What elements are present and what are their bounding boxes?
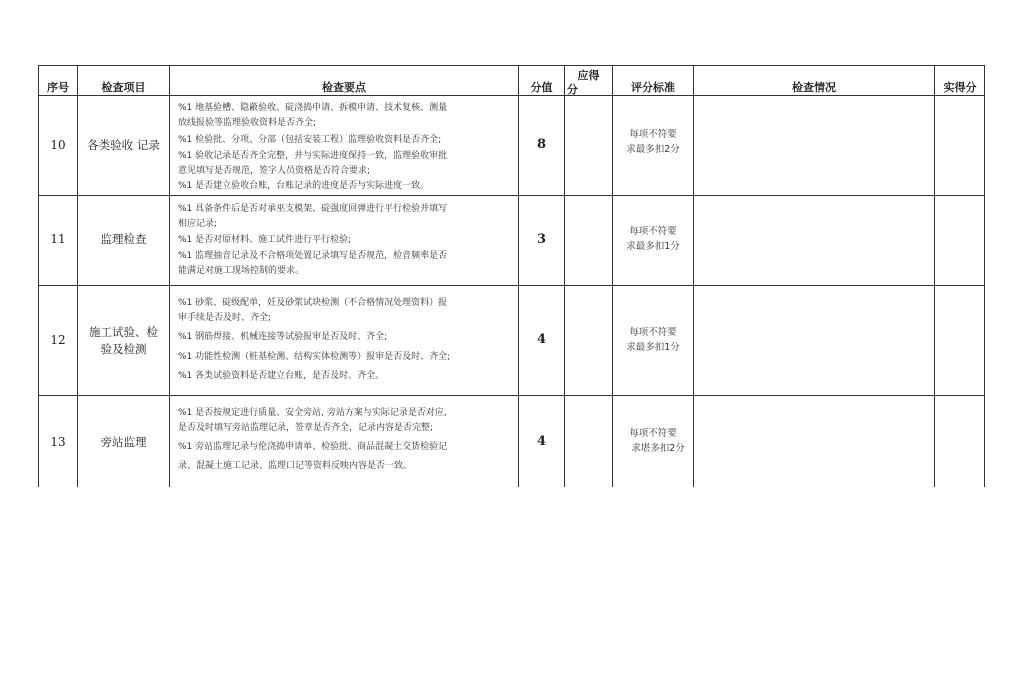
- row-11-score: 3: [536, 232, 547, 247]
- col-border-points: [518, 65, 519, 487]
- row-12-point-1: %1 砂浆、碇级配单，妊及砂浆试块检测（不合格情况处理资料）报: [178, 298, 448, 308]
- col-border-standard: [693, 65, 694, 487]
- row-10-point-1: %1 地基验槽、隐蔽验收、碇浇捣申请、拆模申请、技术复核、测量: [178, 103, 448, 113]
- row-13-item: 旁站监理: [100, 435, 147, 449]
- header-bottom-border: [38, 95, 985, 96]
- col-border-score: [564, 65, 565, 487]
- header-actual: 实得分: [943, 81, 977, 94]
- row-12-point-5: %1 各类试验资料是否建立台账，是否及时、齐全。: [178, 371, 385, 381]
- row-11-bottom-border: [38, 285, 985, 286]
- row-12-bottom-border: [38, 395, 985, 396]
- row-10-standard-2: 求最多扣2分: [626, 144, 680, 155]
- row-13-seq: 13: [50, 435, 66, 449]
- row-10-seq: 10: [50, 138, 66, 152]
- row-12-seq: 12: [50, 333, 66, 347]
- header-item: 检查项目: [101, 81, 146, 94]
- row-10-score: 8: [536, 137, 547, 152]
- row-12-item-line-1: 施工试验、检: [89, 325, 158, 339]
- row-13-point-2: 是否及时填写旁站监理记录，签章是否齐全，记录内容是否完整;: [178, 423, 434, 433]
- row-11-point-4: %1 监理抽音记录及不合格项处置记录填写是否规范，检音频率是否: [178, 251, 448, 261]
- row-13-score: 4: [536, 434, 547, 449]
- row-11-point-3: %1 是否对原材料、施工试件进行平行检验;: [178, 235, 352, 245]
- row-10-point-2: 放线报验等监理验收资料是否齐全;: [178, 118, 317, 128]
- row-13-point-4: 录、混凝土施工记录、监理口记等资料反映内容是否一致。: [178, 461, 413, 471]
- header-points: 检查要点: [322, 81, 366, 94]
- row-12-point-2: 审手续是否及时、齐全;: [178, 313, 272, 323]
- row-11-item: 监理检查: [100, 232, 147, 246]
- row-12-item-line-2: 验及检测: [100, 342, 147, 356]
- row-10-point-6: %1 是否建立验收台账，台账记录的进度是否与实际进度一致。: [178, 181, 430, 191]
- header-situation: 检查情况: [792, 81, 836, 94]
- header-deduct-line1: 应得: [577, 69, 600, 82]
- col-border-right: [984, 65, 985, 487]
- header-standard: 评分标准: [631, 81, 675, 94]
- row-10-standard-1: 每项不符要: [629, 129, 677, 140]
- row-13-point-3: %1 旁站监理记录与伦浇捣申请单、检验批、商品混凝土交货检验记: [178, 442, 448, 452]
- row-12-standard-2: 求最多扣1分: [626, 342, 680, 353]
- header-deduct-line2: 分: [567, 83, 578, 96]
- row-10-point-4: %1 验收记录是否齐全完整，并与实际进度保持一致，监理验收审批: [178, 151, 448, 161]
- row-10-item: 各类验收 记录: [87, 138, 160, 152]
- row-11-standard-2: 求最多扣1分: [626, 241, 680, 252]
- row-11-standard-1: 每项不符要: [629, 226, 677, 237]
- row-13-standard-2: 求堪多扣2分: [631, 443, 685, 454]
- row-12-point-4: %1 功能性检测（桩基检测、结构实体检测等）报审是否及时、齐全;: [178, 352, 451, 362]
- row-12-score: 4: [536, 332, 547, 347]
- col-border-situation: [934, 65, 935, 487]
- col-border-left: [38, 65, 39, 487]
- row-13-standard-1: 每项不符要: [629, 428, 677, 439]
- row-11-seq: 11: [50, 232, 66, 246]
- table-top-border: [38, 65, 985, 66]
- row-11-point-5: 能满足对施工现场控制的要求。: [178, 266, 305, 276]
- row-11-point-2: 相应记录;: [178, 219, 218, 229]
- col-border-seq: [77, 65, 78, 487]
- row-10-point-3: %1 检验批、分项、分部（包括安装工程）监理验收资料是否齐全;: [178, 135, 442, 145]
- header-score: 分值: [530, 81, 553, 94]
- row-13-point-1: %1 是否按规定进行质量、安全旁站, 旁站方案与实际记录是否对应,: [178, 408, 447, 418]
- row-12-standard-1: 每项不符要: [629, 327, 677, 338]
- header-seq: 序号: [47, 81, 69, 94]
- row-12-point-3: %1 钢筋焊接、机械连接等试验报审是否及时、齐全;: [178, 332, 388, 342]
- col-border-item: [169, 65, 170, 487]
- row-10-bottom-border: [38, 195, 985, 196]
- row-10-point-5: 意见填写是否规范，签字人员资格是否符合要求;: [178, 166, 371, 176]
- row-11-point-1: %1 具备条件后是否对承巫支模架、碇强度回弹进行平行检验并填写: [178, 204, 448, 214]
